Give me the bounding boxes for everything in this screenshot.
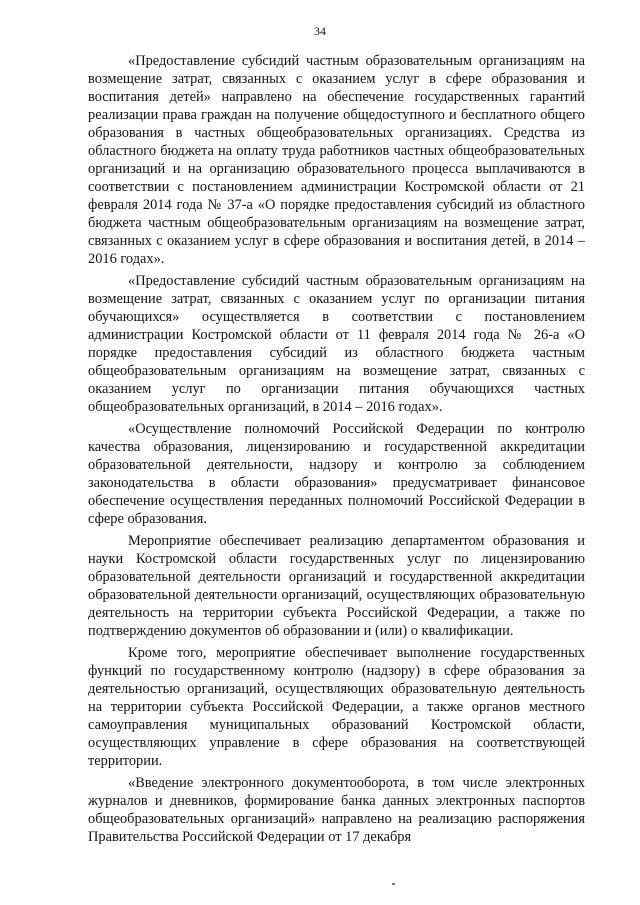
paragraph-state-control: Кроме того, мероприятие обеспечивает выполнение государственных функций по государственному контролю (надзору) в сфере образования за деятельностью организаций, осуществляющих образовательную деятельность на территории субъекта Российской Федерации, а также органов местного самоуправления муниципальных образований Костромской области, осуществляющих управление в сфере образования на соответствующей территории. <box>88 645 585 769</box>
paragraph-electronic-docs: «Введение электронного документооборота, в том числе электронных журналов и дневников, формирование банка данных электронных паспортов общеобразовательных организаций» направлено на реализацию распоряжения Правительства Российской Федерации от 17 декабря <box>88 775 585 845</box>
document-body <box>88 52 585 850</box>
scan-mark <box>392 883 395 885</box>
paragraph-subsidies-education: «Предоставление субсидий частным образовательным организациям на возмещение затрат, связанных с оказанием услуг в сфере образования и воспитания детей» направлено на обеспечение государственных гарантий реализации права граждан на получение общедоступного и бесплатного общего образования в частных общеобразовательных организациях. Средства из областного бюджета на оплату труда работников частных общеобразовательных организаций и на организацию образовательного процесса выплачиваются в соответствии с постановлением администрации Костромской области от 21 февраля 2014 года № 37-а «О порядке предоставления субсидий из областного бюджета частным общеобразовательным организациям на возмещение затрат, связанных с оказанием услуг в сфере образования и воспитания детей, в 2014 – 2016 годах». <box>88 53 585 267</box>
page-number: 34 <box>314 24 326 38</box>
paragraph-subsidies-nutrition: «Предоставление субсидий частным образовательным организациям на возмещение затрат, связанных с оказанием услуг по организации питания обучающихся» осуществляется в соответствии с постановлением администрации Костромской области от 11 февраля 2014 года № 26-а «О порядке предоставления субсидий из областного бюджета частным общеобразовательным организациям на возмещение затрат, связанных с оказанием услуг по организации питания обучающихся частных общеобразовательных организаций, в 2014 – 2016 годах». <box>88 273 585 415</box>
paragraph-federal-powers: «Осуществление полномочий Российской Федерации по контролю качества образования, лицензированию и государственной аккредитации образовательной деятельности, надзору и контролю за соблюдением законодательства в области образования» предусматривает финансовое обеспечение осуществления переданных полномочий Российской Федерации в сфере образования. <box>88 421 585 527</box>
paragraph-licensing: Мероприятие обеспечивает реализацию департаментом образования и науки Костромской области государственных услуг по лицензированию образовательной деятельности организаций и государственной аккредитации образовательной деятельности организаций, осуществляющих образовательную деятельность на территории субъекта Российской Федерации, а также по подтверждению документов об образовании и (или) о квалификации. <box>88 533 585 639</box>
